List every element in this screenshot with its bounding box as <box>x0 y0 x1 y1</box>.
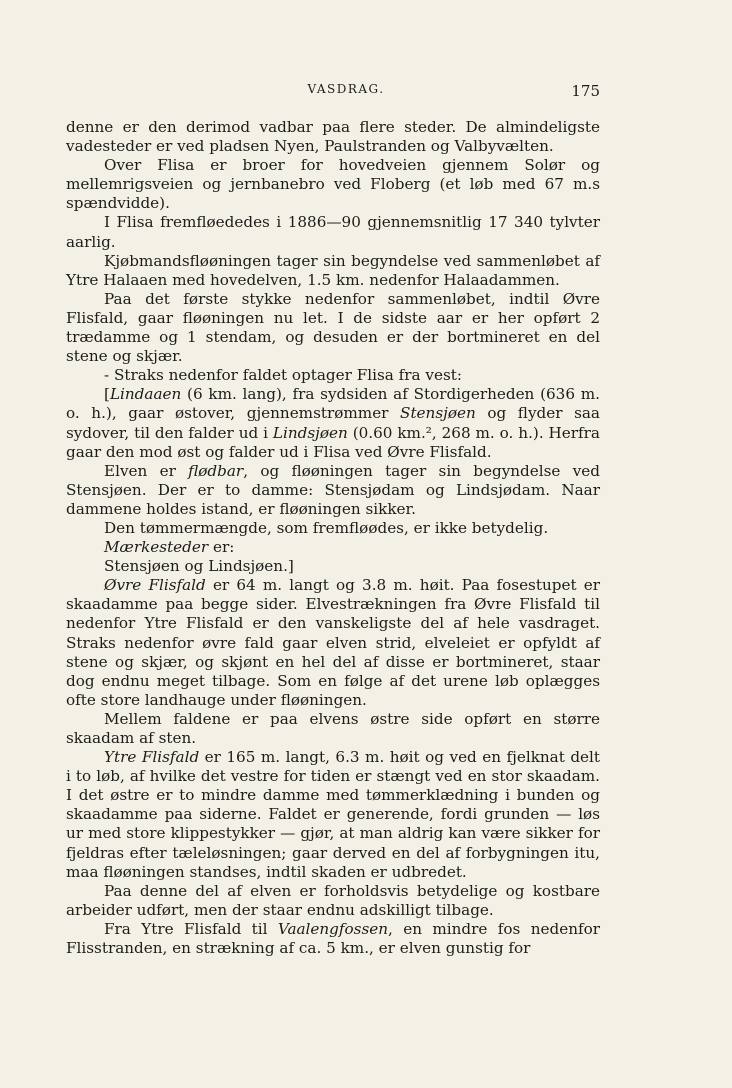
text-run: (0.60 km.², 268 m. o. h.). Herfra gaar den mod øst og falder ud i Flisa ved Øvre Flisfald. <box>66 423 600 461</box>
paragraph: Den tømmermængde, som fremfløødes, er ikke betydelig. <box>104 518 549 537</box>
place-vaalengfossen: Vaalengfossen <box>277 919 389 938</box>
term-maerkesteder: Mærkesteder <box>104 538 209 557</box>
text-run: , og fløøningen tager sin begyndelse ved Stensjøen. Der er to damme: Stensjødam og Lindsjødam. Naar dammene holdes istand, er fløøningen sikker. <box>66 461 600 518</box>
paragraph <box>66 748 600 882</box>
paragraph <box>66 385 600 461</box>
term-flodbar: flødbar <box>188 461 244 480</box>
paragraph: I Flisa fremfløededes i 1886—90 gjennemsnitlig 17 340 tylvter aarlig. <box>66 213 600 251</box>
paragraph <box>66 538 600 557</box>
text-run: er 64 m. langt og 3.8 m. høit. Paa fosestupet er skaadamme paa begge sider. Elvestrækningen fra Øvre Flisfald til nedenfor Ytre Flisfald er den vanskeligste del af hele vasdraget. Straks nedenfor øvre fald gaar elven strid, elveleiet er opfyldt af stene og skjær, og skjønt en hel del af disse er bortmineret, staar dog endnu meget tilbage. Som en følge af det urene løb oplægges ofte store landhauge under fløøningen. <box>66 576 600 709</box>
bracket: [ <box>104 385 110 404</box>
text-run: Fra Ytre Flisfald til <box>104 919 278 938</box>
text-run: og flyder saa sydover, til den falder ud i <box>66 404 600 442</box>
text-run: (6 km. lang), fra sydsiden af Stordigerheden (636 m. o. h.), gaar østover, gjennemstrømmer <box>66 385 600 423</box>
place-ytre-flisfald: Ytre Flisfald <box>104 748 200 767</box>
paragraph: Stensjøen og Lindsjøen.] <box>104 557 294 576</box>
text-run: er: <box>208 538 235 557</box>
lake-name-stensjoen: Stensjøen <box>400 404 476 423</box>
paragraph: Paa denne del af elven er forholdsvis betydelige og kostbare arbeider udført, men der staar endnu adskilligt tilbage. <box>66 881 600 919</box>
text-run: Elven er <box>104 461 189 480</box>
paragraph <box>66 462 600 519</box>
paragraph: Mellem faldene er paa elvens østre side opført en større skaadam af sten. <box>66 709 600 747</box>
paragraph: Paa det første stykke nedenfor sammenløbet, indtil Øvre Flisfald, gaar fløøningen nu let. I de sidste aar er her opført 2 trædamme og 1 stendam, og desuden er der bortmineret en del stene og skjær. <box>66 289 600 366</box>
paragraph: Kjøbmandsfløøningen tager sin begyndelse ved sammenløbet af Ytre Halaaen med hovedelven, 1.5 km. nedenfor Halaadammen. <box>66 251 600 289</box>
running-header <box>100 82 600 102</box>
paragraph <box>66 576 600 710</box>
header-title: VASDRAG. <box>307 82 385 96</box>
page-number: 175 <box>571 82 600 100</box>
text-run: , en mindre fos nedenfor Flisstranden, en strækning af ca. 5 km., er elven gunstig for <box>66 919 600 958</box>
lake-name-lindsjoen: Lindsjøen <box>272 423 348 442</box>
place-ovre-flisfald: Øvre Flisfald <box>104 576 206 595</box>
text-run: er 165 m. langt, 6.3 m. høit og ved en fjelknat delt i to løb, af hvilke det vestre for tiden er stængt ved en stor skaadam. I det østre er to mindre damme med tømmerklædning i bunden og skaadamme paa siderne. Faldet er generende, fordi grunden — løs ur med store klippestykker — gjør, at man aldrig kan være sikker for fjeldras efter tæleløsningen; gaar derved en del af forbygningen itu, maa fløøningen standses, indtil skaden er udbredet. <box>66 748 600 881</box>
paragraph <box>66 920 600 958</box>
body-text <box>66 118 600 958</box>
paragraph: - Straks nedenfor faldet optager Flisa fra vest: <box>104 366 462 385</box>
river-name-lindaaen: Lindaaen <box>109 385 182 404</box>
paragraph: Over Flisa er broer for hovedveien gjennem Solør og mellemrigsveien og jernbanebro ved Floberg (et løb med 67 m.s spændvidde). <box>66 156 600 213</box>
paragraph: denne er den derimod vadbar paa flere steder. De almindeligste vadesteder er ved pladsen Nyen, Paulstranden og Valbyvælten. <box>66 118 600 156</box>
